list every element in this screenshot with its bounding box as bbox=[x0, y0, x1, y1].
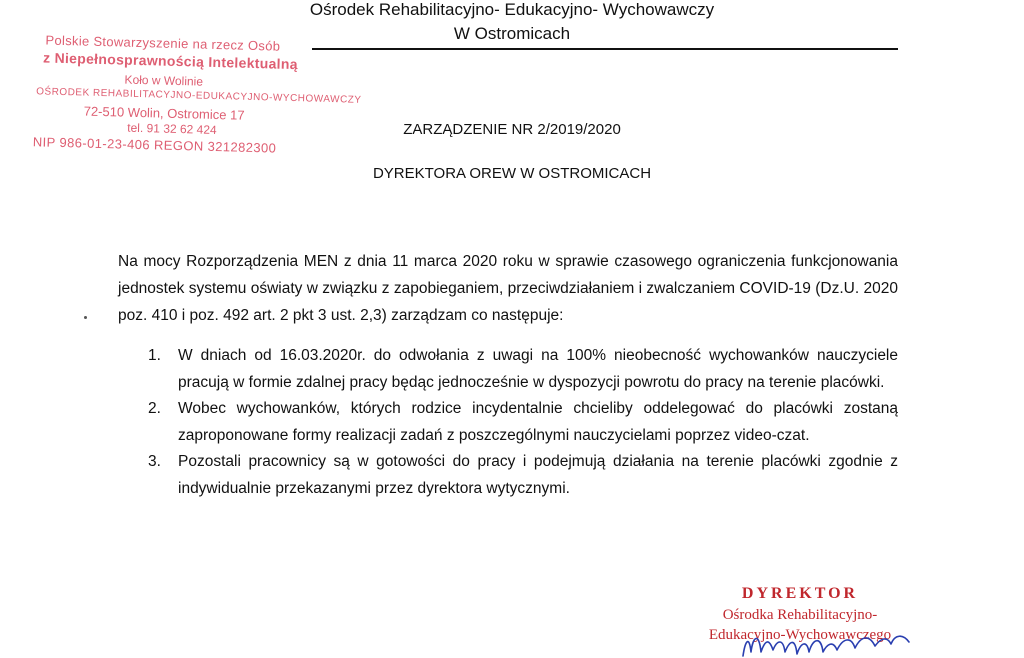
list-item-number: 2. bbox=[148, 400, 161, 417]
list-item-text: Pozostali pracownicy są w gotowości do pracy i podejmują działania na terenie placówki zgodnie z indywidualnie przekazanymi przez dyrektora wytycznymi. bbox=[178, 453, 898, 497]
stamp-line: NIP 986-01-23-406 REGON 321282300 bbox=[32, 134, 277, 156]
institution-name: Ośrodek Rehabilitacyjno- Edukacyjno- Wychowawczy bbox=[309, 0, 715, 19]
list-item bbox=[118, 343, 898, 396]
organization-stamp bbox=[26, 32, 362, 170]
institution-location: W Ostromicach bbox=[453, 24, 571, 43]
list-item bbox=[118, 396, 898, 449]
stamp-line: z Niepełnosprawnością Intelektualną bbox=[42, 49, 299, 73]
header-divider bbox=[312, 48, 898, 50]
signatory-org-line: Ośrodka Rehabilitacyjno- bbox=[722, 607, 878, 623]
stamp-line: OŚRODEK REHABILITACYJNO-EDUKACYJNO-WYCHOWAWCZY bbox=[36, 86, 362, 106]
signatory-org-line: Edukacyjno-Wychowawczego bbox=[708, 627, 892, 643]
signatory-role: DYREKTOR bbox=[741, 585, 859, 602]
stamp-line: tel. 91 32 62 424 bbox=[127, 120, 217, 138]
list-item bbox=[118, 449, 898, 502]
list-item-number: 3. bbox=[148, 453, 161, 470]
document-subtitle: DYREKTORA OREW W OSTROMICACH bbox=[372, 165, 652, 182]
handwritten-signature bbox=[735, 622, 935, 658]
list-item-number: 1. bbox=[148, 347, 161, 364]
scan-speck bbox=[84, 316, 87, 319]
intro-paragraph: Na mocy Rozporządzenia MEN z dnia 11 marca 2020 roku w sprawie czasowego ograniczenia funkcjonowania jednostek systemu oświaty w związku z zapobieganiem, przeciwdziałaniem i zwalczaniem COVID-19 (Dz.U. 2020 poz. 410 i poz. 492 art. 2 pkt 3 ust. 2,3) zarządzam co następuje: bbox=[118, 253, 898, 324]
list-item-text: Wobec wychowanków, których rodzice incydentalnie chcieliby oddelegować do placówki zostaną zaproponowane formy realizacji zadań z poszczególnymi nauczycielami poprzez video-czat. bbox=[178, 400, 898, 444]
stamp-line: 72-510 Wolin, Ostromice 17 bbox=[83, 103, 245, 123]
list-item-text: W dniach od 16.03.2020r. do odwołania z uwagi na 100% nieobecność wychowanków nauczyciele pracują w formie zdalnej pracy będąc jednocześnie w dyspozycji powrotu do pracy na terenie placówki. bbox=[178, 347, 898, 391]
ordinance-list bbox=[118, 343, 898, 502]
document-title: ZARZĄDZENIE NR 2/2019/2020 bbox=[403, 121, 621, 138]
stamp-line: Koło w Wolinie bbox=[124, 72, 204, 89]
stamp-line: Polskie Stowarzyszenie na rzecz Osób bbox=[45, 32, 281, 54]
